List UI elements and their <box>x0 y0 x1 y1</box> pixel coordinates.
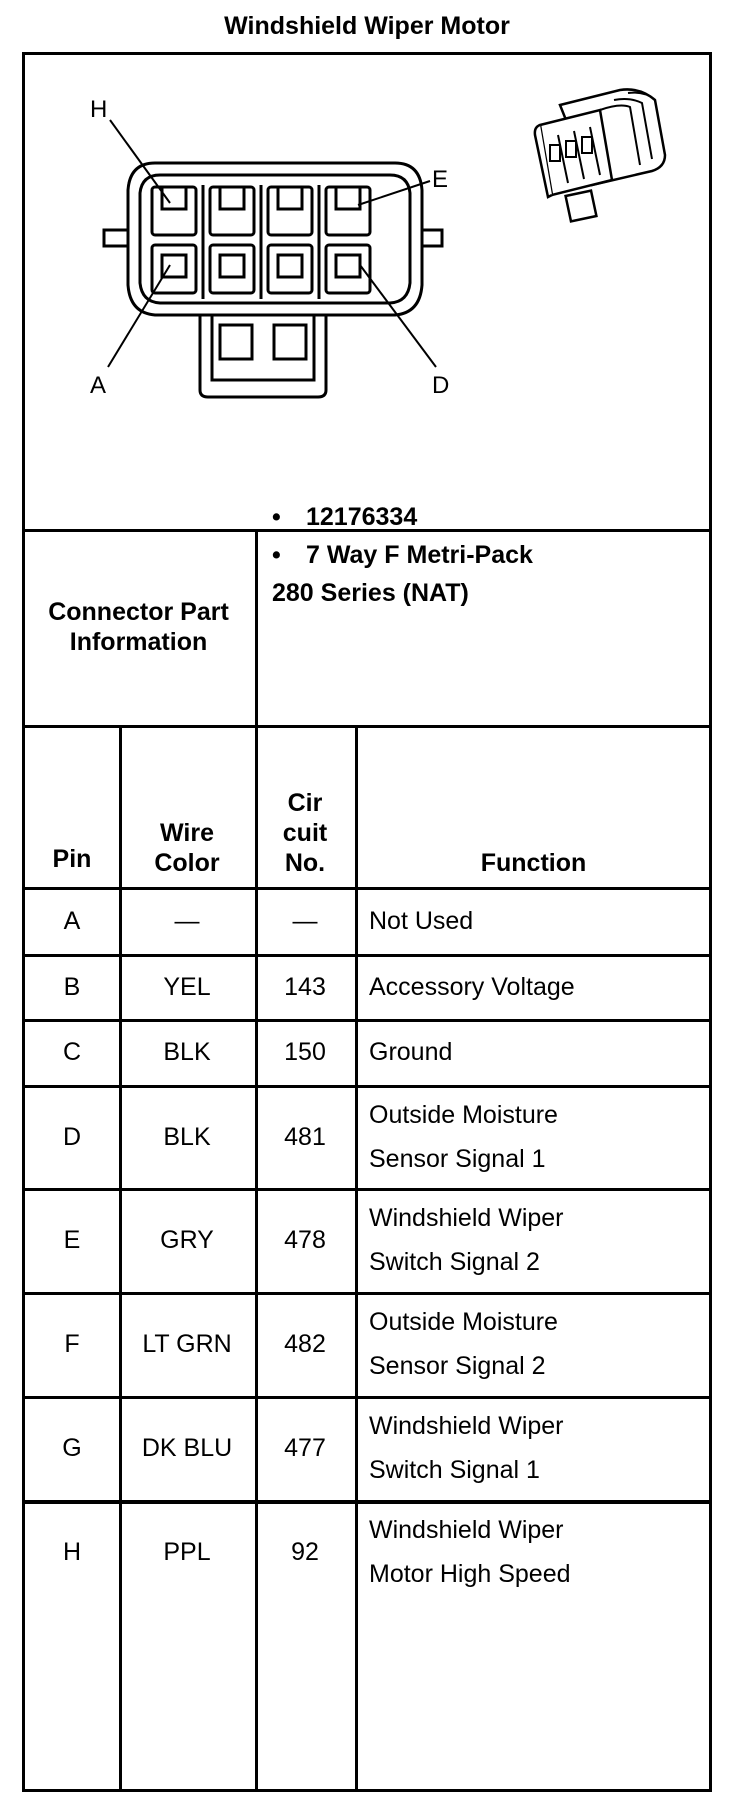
row-wire-color: GRY <box>160 1226 214 1254</box>
pin-label-a: A <box>90 372 107 399</box>
page-title: Windshield Wiper Motor <box>224 12 510 40</box>
header-function: Function <box>480 849 587 877</box>
row-function-line2: Switch Signal 2 <box>369 1248 540 1276</box>
row-function-line1: Outside Moisture <box>369 1308 558 1336</box>
pin-label-e: E <box>432 166 449 193</box>
row-circuit: — <box>292 906 318 935</box>
row-circuit: 150 <box>284 1038 326 1066</box>
row-function <box>355 954 712 1019</box>
row-pin: C <box>62 1038 82 1066</box>
row-circuit: 481 <box>284 1122 326 1151</box>
connector-part-label-line1: Connector Part <box>48 598 229 626</box>
row-function <box>355 1085 712 1188</box>
row-function-line1: Windshield Wiper <box>369 1516 564 1544</box>
header-wire-color <box>119 725 255 884</box>
row-function-line2: Switch Signal 1 <box>369 1456 540 1484</box>
row-pin: A <box>63 906 81 935</box>
pin-label-d: D <box>432 372 450 399</box>
row-function <box>355 1188 712 1292</box>
row-pin: H <box>62 1538 82 1566</box>
divider <box>255 529 258 725</box>
row-function <box>355 1500 712 1604</box>
row-wire-color: BLK <box>163 1038 211 1066</box>
row-function-line1: Accessory Voltage <box>369 972 575 1001</box>
row-function-line1: Windshield Wiper <box>369 1412 564 1440</box>
connector-part-details: • 12176334 • 7 Way F Metri-Pack 280 Series (NAT) <box>272 498 533 612</box>
header-circuit-no <box>255 725 355 884</box>
connector-part-info-label <box>25 529 252 725</box>
header-circuit-line2: cuit <box>282 819 328 847</box>
row-pin: F <box>64 1330 80 1358</box>
row-circuit: 482 <box>284 1330 326 1358</box>
pin-label-h: H <box>90 96 108 123</box>
row-function-line2: Sensor Signal 2 <box>369 1352 546 1380</box>
part-series-cont: 280 Series (NAT) <box>272 579 469 607</box>
row-function-line1: Not Used <box>369 906 474 935</box>
row-pin: E <box>63 1226 81 1254</box>
row-wire-color: PPL <box>163 1538 211 1566</box>
row-pin: D <box>62 1122 82 1151</box>
row-function <box>355 1396 712 1500</box>
row-wire-color: LT GRN <box>142 1330 232 1358</box>
row-wire-color: BLK <box>163 1122 211 1151</box>
part-number: 12176334 <box>306 503 418 531</box>
connector-face-diagram <box>60 75 460 405</box>
connector-3d-icon <box>530 85 680 225</box>
header-wire-color-line2: Color <box>154 849 220 877</box>
row-function-line2: Sensor Signal 1 <box>369 1144 546 1173</box>
row-wire-color: — <box>174 906 200 935</box>
connector-part-label-line2: Information <box>69 628 208 656</box>
row-function-line2: Motor High Speed <box>369 1560 571 1588</box>
header-wire-color-line1: Wire <box>160 819 214 847</box>
row-circuit: 478 <box>284 1226 326 1254</box>
row-pin: B <box>63 972 81 1001</box>
header-circuit-line3: No. <box>284 849 326 877</box>
row-function-line1: Ground <box>369 1038 453 1066</box>
row-circuit: 143 <box>284 972 326 1001</box>
row-function <box>355 1292 712 1396</box>
row-function <box>355 1019 712 1085</box>
header-circuit-line1: Cir <box>287 789 323 817</box>
row-pin: G <box>62 1434 82 1462</box>
header-pin: Pin <box>52 845 92 873</box>
row-circuit: 477 <box>284 1434 326 1462</box>
row-function-line1: Windshield Wiper <box>369 1204 564 1232</box>
row-function <box>355 887 712 954</box>
row-wire-color: YEL <box>163 972 211 1001</box>
part-series: 7 Way F Metri-Pack <box>306 541 533 569</box>
row-function-line1: Outside Moisture <box>369 1100 558 1129</box>
row-circuit: 92 <box>291 1538 319 1566</box>
row-wire-color: DK BLU <box>141 1434 233 1462</box>
